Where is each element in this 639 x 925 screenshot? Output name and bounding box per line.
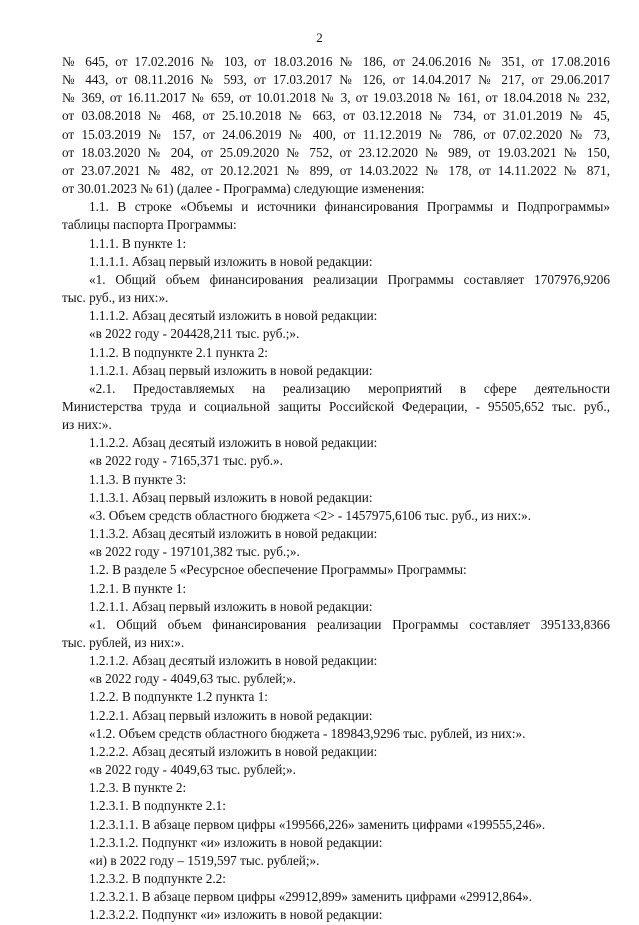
- text-line: 1.1.2.2. Абзац десятый изложить в новой редакции:: [89, 435, 378, 451]
- text-line: от 03.08.2018 № 468, от 25.10.2018 № 663, от 03.12.2018 № 734, от 31.01.2019 № 45,: [62, 108, 610, 124]
- text-line: № 645, от 17.02.2016 № 103, от 18.03.2016 № 186, от 24.06.2016 № 351, от 17.08.2016: [62, 54, 610, 69]
- text-line: «3. Объем средств областного бюджета <2> - 1457975,6106 тыс. руб., из них:».: [89, 507, 532, 523]
- text-line: «в 2022 году - 204428,211 тыс. руб.;».: [89, 326, 300, 342]
- text-line: 1.1.2. В подпункте 2.1 пункта 2:: [89, 344, 268, 360]
- text-line: 1.2.3.2. В подпункте 2.2:: [89, 871, 226, 887]
- text-line: 1.2.3.2.2. Подпункт «и» изложить в новой редакции:: [89, 907, 383, 923]
- text-line: тыс. рублей, из них:».: [62, 635, 185, 650]
- text-line: «в 2022 году - 7165,371 тыс. руб.».: [89, 453, 283, 469]
- text-line: от 30.01.2023 № 61) (далее - Программа) следующие изменения:: [62, 181, 425, 197]
- text-line: 1.1.3.1. Абзац первый изложить в новой редакции:: [89, 489, 373, 505]
- text-line: 1.2.1. В пункте 1:: [89, 580, 187, 596]
- page-number: 2: [316, 30, 323, 45]
- text-line: от 18.03.2020 № 204, от 25.09.2020 № 752, от 23.12.2020 № 989, от 19.03.2021 № 150,: [62, 144, 610, 160]
- text-line: «1. Общий объем финансирования реализации Программы составляет 395133,8366: [89, 616, 610, 632]
- text-line: 1.2.2.1. Абзац первый изложить в новой редакции:: [89, 707, 373, 723]
- text-line: 1.2.3.1.1. В абзаце первом цифры «199566,226» заменить цифрами «199555,246».: [89, 816, 546, 832]
- text-line: 1.2.2. В подпункте 1.2 пункта 1:: [89, 689, 268, 705]
- text-line: Министерства труда и социальной защиты Российской Федерации, - 95505,652 тыс. руб.,: [62, 398, 610, 414]
- text-line: 1.2.1.2. Абзац десятый изложить в новой редакции:: [89, 653, 378, 669]
- text-line: 1.2.3. В пункте 2:: [89, 780, 187, 796]
- text-line: от 15.03.2019 № 157, от 24.06.2019 № 400, от 11.12.2019 № 786, от 07.02.2020 № 73,: [62, 126, 610, 142]
- text-line: 1.2.1.1. Абзац первый изложить в новой редакции:: [89, 598, 373, 614]
- text-line: 1.2.3.1. В подпункте 2.1:: [89, 798, 226, 814]
- text-line: «1. Общий объем финансирования реализации Программы составляет 1707976,9206: [89, 271, 610, 287]
- text-line: таблицы паспорта Программы:: [62, 217, 237, 233]
- document-body: [62, 53, 610, 925]
- text-line: «в 2022 году - 4049,63 тыс. рублей;».: [89, 762, 296, 778]
- text-line: «и) в 2022 году – 1519,597 тыс. рублей;».: [89, 852, 320, 868]
- text-line: «в 2022 году - 4049,63 тыс. рублей;».: [89, 671, 296, 687]
- text-line: 1.1.3.2. Абзац десятый изложить в новой редакции:: [89, 526, 378, 542]
- text-line: 1.1. В строке «Объемы и источники финансирования Программы и Подпрограммы»: [89, 199, 610, 215]
- text-line: «1.2. Объем средств областного бюджета - 189843,9296 тыс. рублей, из них:».: [89, 725, 526, 741]
- text-line: от 23.07.2021 № 482, от 20.12.2021 № 899, от 14.03.2022 № 178, от 14.11.2022 № 871,: [62, 162, 610, 178]
- text-line: 1.2.2.2. Абзац десятый изложить в новой редакции:: [89, 743, 378, 759]
- text-line: № 369, от 16.11.2017 № 659, от 10.01.2018 № 3, от 19.03.2018 № 161, от 18.04.2018 № 232,: [62, 90, 610, 106]
- text-line: 1.1.3. В пункте 3:: [89, 471, 187, 487]
- text-line: 1.2. В разделе 5 «Ресурсное обеспечение Программы» Программы:: [89, 562, 467, 578]
- text-line: «2.1. Предоставляемых на реализацию мероприятий в сфере деятельности: [89, 380, 610, 396]
- text-line: 1.1.1.1. Абзац первый изложить в новой редакции:: [89, 253, 373, 269]
- text-line: 1.1.1. В пункте 1:: [89, 235, 187, 251]
- text-line: 1.1.2.1. Абзац первый изложить в новой редакции:: [89, 362, 373, 378]
- text-line: тыс. руб., из них:».: [62, 290, 169, 306]
- text-line: 1.1.1.2. Абзац десятый изложить в новой редакции:: [89, 308, 378, 324]
- text-line: из них:».: [62, 417, 112, 433]
- text-line: «в 2022 году - 197101,382 тыс. руб.;».: [89, 544, 300, 560]
- text-line: 1.2.3.1.2. Подпункт «и» изложить в новой редакции:: [89, 834, 383, 850]
- text-line: 1.2.3.2.1. В абзаце первом цифры «29912,899» заменить цифрами «29912,864».: [89, 889, 533, 905]
- text-line: № 443, от 08.11.2016 № 593, от 17.03.2017 № 126, от 14.04.2017 № 217, от 29.06.2017: [62, 72, 610, 88]
